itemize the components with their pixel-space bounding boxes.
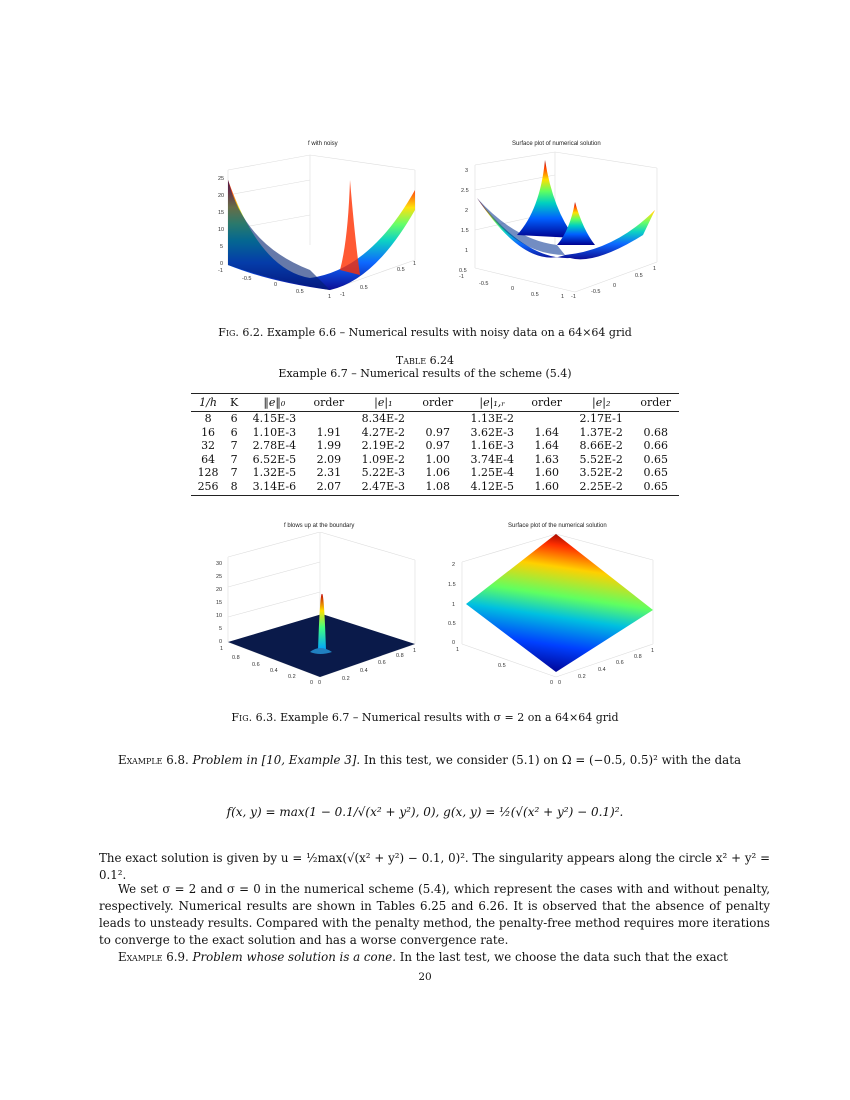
plot-title: f with noisy	[308, 141, 338, 147]
table-cell: 6	[230, 412, 238, 425]
svg-text:10: 10	[218, 227, 225, 233]
table-cell: 1.63	[534, 452, 559, 466]
svg-text:10: 10	[216, 613, 223, 619]
svg-text:5: 5	[220, 244, 224, 250]
table-cell	[632, 412, 679, 426]
table-cell: 1.06	[425, 466, 451, 479]
svg-text:0: 0	[220, 261, 224, 267]
svg-text:1: 1	[413, 648, 417, 654]
svg-text:-0.5: -0.5	[591, 289, 601, 295]
table-cell: 5.52E-2	[579, 452, 623, 466]
table-cell: 1.60	[524, 480, 570, 496]
svg-text:15: 15	[218, 210, 225, 216]
table-cell: 0.65	[643, 452, 668, 466]
table-cell: 4.27E-2	[361, 425, 406, 439]
svg-text:0: 0	[310, 680, 314, 686]
table-cell: 2.78E-4	[252, 439, 297, 452]
table-cell: 1.99	[316, 439, 342, 452]
svg-text:0.2: 0.2	[578, 674, 586, 680]
table-cell: 2.47E-3	[352, 480, 415, 496]
table-row	[191, 466, 679, 480]
svg-text:0.8: 0.8	[396, 653, 404, 659]
svg-text:1: 1	[456, 647, 460, 653]
table-row	[191, 412, 679, 426]
svg-text:0.8: 0.8	[634, 654, 642, 660]
table-cell: 64	[201, 452, 216, 466]
plot-title: f blows up at the boundary	[284, 523, 355, 529]
table-row	[191, 439, 679, 453]
exact-solution-text: The exact solution is given by u = ½max(√(x² + y²) − 0.1, 0)². The singularity appears along the circle x² + y² = 0.1².	[99, 851, 770, 882]
example-heading: Problem in [10, Example 3].	[192, 753, 361, 767]
col-header: order	[415, 394, 461, 412]
plot-title: Surface plot of numerical solution	[512, 141, 601, 147]
svg-text:1: 1	[220, 646, 224, 652]
table-cell: 2.19E-2	[361, 439, 406, 452]
svg-text:0.5: 0.5	[360, 285, 368, 291]
table-cell: 8.34E-2	[361, 412, 406, 425]
svg-text:1: 1	[651, 648, 655, 654]
svg-text:1: 1	[413, 261, 417, 267]
equation-data: f(x, y) = max(1 − 0.1/√(x² + y²), 0), g(x, y) = ½(√(x² + y²) − 0.1)².	[226, 805, 624, 819]
table-cell: 7	[230, 466, 238, 479]
svg-text:0: 0	[318, 680, 322, 686]
svg-text:0: 0	[558, 680, 562, 686]
svg-text:1: 1	[328, 294, 332, 300]
example-text: In the last test, we choose the data such that the exact	[399, 950, 728, 964]
col-header: K	[225, 394, 243, 412]
table-cell: 0.97	[425, 425, 451, 439]
table-cell: 2.17E-1	[579, 412, 623, 425]
svg-text:1: 1	[561, 294, 565, 300]
table-cell: 7	[230, 452, 238, 466]
table-cell: 2.09	[316, 452, 342, 466]
table-cell: 1.60	[534, 466, 559, 479]
svg-text:-1: -1	[218, 268, 223, 274]
svg-text:0: 0	[550, 680, 554, 686]
col-header: |e|₁	[352, 394, 415, 412]
col-header: order	[524, 394, 570, 412]
table-cell: 0.97	[425, 439, 451, 452]
table-cell: 1.91	[316, 425, 342, 439]
svg-text:0.5: 0.5	[531, 292, 539, 298]
svg-text:20: 20	[216, 587, 223, 593]
table-cell: 8	[204, 412, 212, 425]
svg-text:0.4: 0.4	[598, 667, 606, 673]
svg-text:2: 2	[465, 208, 469, 214]
col-header: ‖e‖₀	[243, 394, 306, 412]
svg-text:0: 0	[452, 640, 456, 646]
svg-text:0.6: 0.6	[252, 662, 260, 668]
svg-text:0.2: 0.2	[342, 676, 350, 682]
table-row	[191, 480, 679, 496]
svg-text:5: 5	[219, 626, 223, 632]
table-cell: 1.08	[415, 480, 461, 496]
svg-text:-0.5: -0.5	[479, 281, 489, 287]
col-header: order	[632, 394, 679, 412]
figure-caption	[0, 711, 850, 724]
svg-text:0.5: 0.5	[448, 621, 456, 627]
svg-text:1.5: 1.5	[461, 228, 469, 234]
caption-text: Example 6.6 – Numerical results with noisy data on a 64×64 grid	[266, 326, 632, 339]
page-number: 20	[418, 971, 432, 983]
svg-text:-0.5: -0.5	[242, 276, 252, 282]
caption-label: Fig. 6.2.	[218, 326, 264, 339]
table-cell: 1.37E-2	[579, 425, 623, 439]
table-cell	[306, 412, 352, 426]
example-heading: Problem whose solution is a cone.	[192, 950, 396, 964]
svg-text:25: 25	[218, 176, 225, 182]
table-cell: 8	[225, 480, 243, 496]
svg-text:0.5: 0.5	[296, 289, 304, 295]
svg-text:-1: -1	[571, 294, 576, 300]
svg-text:20: 20	[218, 193, 225, 199]
svg-text:0.6: 0.6	[378, 660, 386, 666]
table-cell: 3.74E-4	[470, 452, 514, 466]
surface-plot-numerical-solution	[445, 150, 675, 305]
table-cell: 2.31	[316, 466, 342, 479]
table-row	[191, 453, 679, 467]
table-title: Example 6.7 – Numerical results of the scheme (5.4)	[278, 367, 572, 380]
table-cell: 0.65	[632, 480, 679, 496]
col-header: |e|₂	[570, 394, 633, 412]
example-label: Example 6.9.	[118, 950, 189, 964]
table-header-row	[191, 394, 679, 412]
svg-text:1: 1	[465, 248, 469, 254]
table-cell: 3.52E-2	[579, 466, 623, 479]
table-cell	[524, 412, 570, 426]
table-cell: 6.52E-5	[252, 452, 297, 466]
table-cell: 1.64	[534, 439, 559, 452]
svg-text:1.5: 1.5	[448, 582, 456, 588]
results-table	[191, 393, 679, 496]
table-cell	[415, 412, 461, 426]
col-header: |e|₁,ᵣ	[461, 394, 524, 412]
table-cell: 256	[191, 480, 225, 496]
svg-text:0.4: 0.4	[270, 668, 278, 674]
svg-text:2.5: 2.5	[461, 188, 469, 194]
table-cell: 32	[201, 439, 216, 452]
table-cell: 1.10E-3	[252, 425, 297, 439]
svg-text:-1: -1	[340, 292, 345, 298]
surface-plot-numerical-solution-2	[448, 532, 668, 692]
table-cell: 1.00	[425, 452, 451, 466]
table-cell: 2.07	[306, 480, 352, 496]
svg-text:0: 0	[613, 283, 617, 289]
table-cell: 3.62E-3	[470, 425, 514, 439]
table-cell: 1.32E-5	[252, 466, 297, 479]
table-cell: 2.25E-2	[570, 480, 633, 496]
example-label: Example 6.8.	[118, 753, 189, 767]
table-cell: 8.66E-2	[579, 439, 623, 452]
example-text: In this test, we consider (5.1) on Ω = (−0.5, 0.5)² with the data	[363, 753, 741, 767]
svg-text:0.4: 0.4	[360, 668, 368, 674]
caption-text: Example 6.7 – Numerical results with σ = 2 on a 64×64 grid	[280, 711, 619, 724]
table-cell: 128	[197, 466, 219, 479]
table-row	[191, 426, 679, 440]
table-cell: 0.68	[643, 425, 668, 439]
svg-text:0: 0	[511, 286, 515, 292]
svg-text:0.5: 0.5	[498, 663, 506, 669]
svg-text:30: 30	[216, 561, 223, 567]
surface-plot-blowup-f	[210, 532, 430, 692]
svg-text:1: 1	[653, 266, 657, 272]
svg-text:0.6: 0.6	[616, 660, 624, 666]
table-cell: 4.12E-5	[461, 480, 524, 496]
col-header: order	[306, 394, 352, 412]
svg-text:0.5: 0.5	[635, 273, 643, 279]
svg-text:0: 0	[274, 282, 278, 288]
example-6-8-intro	[99, 752, 770, 769]
table-cell: 6	[230, 425, 238, 439]
table-cell: 3.14E-6	[243, 480, 306, 496]
svg-text:1: 1	[452, 602, 456, 608]
table-cell: 5.22E-3	[361, 466, 406, 479]
table-cell: 0.65	[643, 466, 668, 479]
caption-label: Fig. 6.3.	[231, 711, 277, 724]
svg-text:0.2: 0.2	[288, 674, 296, 680]
penalty-paragraph: We set σ = 2 and σ = 0 in the numerical scheme (5.4), which represent the cases with and without penalty, respectively. Numerical results are shown in Tables 6.25 and 6.26. It is observed that the absence of penalty leads to unsteady results. Compared with the penalty method, the penalty-free method requires more iterations to converge to the exact solution and has a worse convergence rate.	[99, 882, 770, 947]
svg-text:2: 2	[452, 562, 456, 568]
table-cell: 7	[230, 439, 238, 452]
svg-text:-1: -1	[459, 274, 464, 280]
table-cell: 16	[201, 425, 216, 439]
svg-text:0.5: 0.5	[397, 267, 405, 273]
plot-title: Surface plot of the numerical solution	[508, 523, 607, 529]
table-cell: 1.09E-2	[361, 452, 406, 466]
surface-plot-noisy-f	[200, 150, 430, 305]
svg-text:0: 0	[219, 639, 223, 645]
table-cell: 0.66	[643, 439, 668, 452]
table-label: Table 6.24	[395, 354, 455, 367]
figure-caption	[0, 326, 850, 339]
svg-text:0.8: 0.8	[232, 655, 240, 661]
table-cell: 1.64	[534, 425, 559, 439]
svg-text:15: 15	[216, 600, 223, 606]
table-cell: 1.16E-3	[470, 439, 514, 452]
table-cell: 4.15E-3	[252, 412, 297, 425]
table-cell: 1.25E-4	[470, 466, 514, 479]
svg-text:25: 25	[216, 574, 223, 580]
table-cell: 1.13E-2	[470, 412, 514, 425]
svg-text:0.5: 0.5	[459, 268, 467, 274]
col-header: 1/h	[191, 394, 225, 412]
svg-text:3: 3	[465, 168, 469, 174]
example-6-9-intro	[99, 949, 770, 966]
